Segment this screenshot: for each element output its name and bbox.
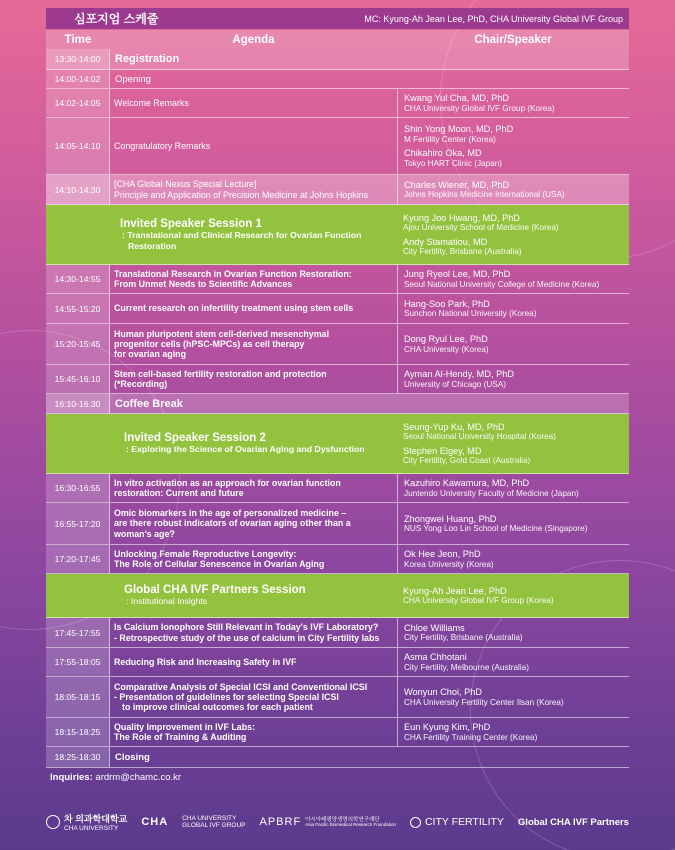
- agenda-text: Congratulatory Remarks: [114, 140, 211, 151]
- session-banner: [46, 205, 629, 265]
- agenda-text: to improve clinical outcomes for each patient: [122, 702, 313, 713]
- speaker-affiliation: CHA University Global IVF Group (Korea): [404, 103, 555, 113]
- speaker-name: Asma Chhotani: [404, 652, 467, 662]
- speaker-name: Dong Ryul Lee, PhD: [404, 334, 488, 344]
- table-row: [46, 70, 629, 89]
- row-label: Coffee Break: [115, 397, 183, 410]
- cha-logo: CHA: [141, 816, 169, 829]
- row-time: 14:30-14:55: [46, 265, 110, 293]
- header-agenda: Agenda: [232, 33, 275, 46]
- table-row: [46, 618, 629, 648]
- speaker-affiliation: City Fertility, Gold Coast (Australia): [403, 456, 531, 466]
- speaker-name: Eun Kyung Kim, PhD: [404, 722, 491, 732]
- row-time: 14:10-14:30: [46, 175, 110, 204]
- inquiries: [46, 768, 629, 783]
- agenda-text: Unlocking Female Reproductive Longevity:: [114, 548, 297, 559]
- speaker-name: Seung-Yup Ku, MD, PhD: [403, 421, 505, 432]
- speaker-name: Wonyun Choi, PhD: [404, 687, 482, 697]
- agenda-text: Reducing Risk and Increasing Safety in IVF: [114, 656, 297, 667]
- speaker-name: Kyung-Ah Jean Lee, PhD: [403, 585, 507, 596]
- table-row: [46, 49, 629, 70]
- speaker-name: Kazuhiro Kawamura, MD, PhD: [404, 478, 530, 488]
- cha-global-ivf-logo: CHA UNIVERSITY GLOBAL IVF GROUP: [182, 814, 246, 830]
- speaker-name: Kyung Joo Hwang, MD, PhD: [403, 212, 520, 223]
- session-subtitle: : Translational and Clinical Research for Ovarian Function: [122, 230, 362, 241]
- speaker-name: Chikahiro Oka, MD: [404, 148, 482, 158]
- speaker-name: Charles Wiener, MD, PhD: [404, 179, 510, 190]
- row-time: 17:55-18:05: [46, 648, 110, 676]
- row-time: 17:45-17:55: [46, 618, 110, 647]
- row-time: 14:05-14:10: [46, 118, 110, 174]
- session-subtitle: : Exploring the Science of Ovarian Aging and Dysfunction: [126, 444, 365, 455]
- row-label: Opening: [115, 73, 151, 85]
- agenda-text: restoration: Current and future: [114, 488, 244, 498]
- speaker-affiliation: CHA University (Korea): [404, 344, 489, 354]
- speaker-name: Ok Hee Jeon, PhD: [404, 549, 481, 559]
- emblem-icon: [46, 815, 60, 829]
- agenda-text: From Unmet Needs to Scientific Advances: [114, 279, 293, 289]
- agenda-text: Stem cell-based fertility restoration and protection: [114, 368, 327, 379]
- inquiries-email[interactable]: ardrm@chamc.co.kr: [95, 772, 182, 783]
- row-time: 13:30-14:00: [46, 49, 110, 69]
- agenda-text: [CHA Global Nexus Special Lecture]: [114, 179, 257, 190]
- speaker-affiliation: Sunchon National University (Korea): [404, 309, 537, 319]
- speaker-name: Hang-Soo Park, PhD: [404, 298, 490, 309]
- speaker-affiliation: Johns Hopkins Medicine International (USA): [404, 190, 565, 200]
- speaker-affiliation: Juntendo University Faculty of Medicine (Japan): [404, 488, 579, 498]
- row-time: 14:00-14:02: [46, 70, 110, 88]
- row-time: 14:02-14:05: [46, 89, 110, 117]
- row-time: 15:45-16:10: [46, 365, 110, 393]
- table-row: [46, 503, 629, 545]
- agenda-text: Translational Research in Ovarian Function Restoration:: [114, 268, 352, 279]
- table-row: [46, 747, 629, 768]
- footer-logos: [46, 812, 629, 832]
- city-fertility-logo: CITY FERTILITY: [410, 816, 504, 828]
- speaker-affiliation: NUS Yong Loo Lin School of Medicine (Singapore): [404, 524, 588, 534]
- speaker-name: Chloe Williams: [404, 622, 465, 633]
- speaker-name: Andy Stamatiou, MD: [403, 236, 488, 247]
- row-time: 16:30-16:55: [46, 474, 110, 502]
- agenda-text: Is Calcium Ionophore Still Relevant in Today's IVF Laboratory?: [114, 622, 379, 633]
- table-row: [46, 474, 629, 503]
- row-time: 18:05-18:15: [46, 677, 110, 717]
- agenda-text: - Retrospective study of the use of calcium in City Fertility labs: [114, 632, 380, 643]
- schedule: [46, 8, 629, 783]
- table-row: [46, 175, 629, 205]
- speaker-affiliation: City Fertility, Melbourne (Australia): [404, 662, 529, 672]
- title-bar: [46, 8, 629, 29]
- table-row: [46, 118, 629, 175]
- session-title: Invited Speaker Session 1: [120, 218, 262, 231]
- apbrf-logo: APBRF 아시아태평양생명의학연구재단 Asia Pacific Biomedical Research Foundation: [259, 816, 396, 829]
- speaker-name: Stephen Elgey, MD: [403, 445, 482, 456]
- speaker-name: Shin Yong Moon, MD, PhD: [404, 124, 514, 134]
- row-time: 15:20-15:45: [46, 324, 110, 364]
- row-time: 16:55-17:20: [46, 503, 110, 544]
- speaker-affiliation: CHA University Fertility Center Ilsan (Korea): [404, 697, 564, 707]
- table-row: [46, 648, 629, 677]
- speaker-affiliation: Seoul National University Hospital (Korea): [403, 432, 556, 442]
- row-time: 17:20-17:45: [46, 545, 110, 573]
- cha-university-logo: 차 의과학대학교 CHA UNIVERSITY: [46, 812, 127, 832]
- speaker-affiliation: City Fertility, Brisbane (Australia): [403, 247, 522, 257]
- session-banner: [46, 414, 629, 474]
- table-row: [46, 89, 629, 118]
- table-row: [46, 394, 629, 414]
- table-row: [46, 265, 629, 294]
- agenda-text: (*Recording): [114, 379, 168, 389]
- session-subtitle: : Institutional Insights: [126, 596, 208, 607]
- agenda-text: progenitor cells (hPSC-MPCs) as cell therapy: [114, 338, 305, 349]
- agenda-text: Human pluripotent stem cell-derived mesenchymal: [114, 328, 330, 339]
- speaker-name: Jung Ryeol Lee, MD, PhD: [404, 269, 511, 279]
- speaker-name: Zhongwei Huang, PhD: [404, 513, 497, 524]
- speaker-affiliation: University of Chicago (USA): [404, 379, 506, 389]
- table-row: [46, 324, 629, 365]
- agenda-text: for ovarian aging: [114, 349, 186, 360]
- city-fertility-icon: [410, 817, 421, 828]
- session-title: Invited Speaker Session 2: [124, 432, 266, 445]
- row-time: 14:55-15:20: [46, 294, 110, 323]
- speaker-name: Kwang Yul Cha, MD, PhD: [404, 93, 510, 103]
- session-title: Global CHA IVF Partners Session: [124, 584, 306, 597]
- global-cha-ivf-partners-logo: Global CHA IVF Partners: [517, 816, 629, 828]
- page-title: 심포지엄 스케줄: [74, 12, 159, 26]
- session-subtitle: Restoration: [128, 240, 177, 251]
- inquiries-label: Inquiries:: [50, 772, 93, 783]
- row-time: 18:15-18:25: [46, 718, 110, 746]
- speaker-affiliation: Korea University (Korea): [404, 559, 494, 569]
- row-time: 18:25-18:30: [46, 747, 110, 767]
- agenda-text: Principle and Application of Precision Medicine at Johns Hopkins: [114, 189, 369, 200]
- speaker-affiliation: CHA University Global IVF Group (Korea): [403, 596, 554, 606]
- row-label: Closing: [115, 751, 150, 763]
- agenda-text: Quality Improvement in IVF Labs:: [114, 721, 256, 732]
- agenda-text: woman's age?: [114, 528, 175, 539]
- agenda-text: In vitro activation as an approach for ovarian function: [114, 477, 341, 488]
- agenda-text: Current research on infertility treatment using stem cells: [114, 303, 354, 314]
- speaker-affiliation: Seoul National University College of Medicine (Korea): [404, 279, 600, 289]
- table-row: [46, 365, 629, 394]
- session-banner: [46, 574, 629, 618]
- speaker-affiliation: Tokyo HART Clinic (Japan): [404, 158, 502, 168]
- row-time: 16:10-16:30: [46, 394, 110, 413]
- table-header: [46, 30, 629, 49]
- agenda-text: Welcome Remarks: [114, 97, 189, 108]
- speaker-affiliation: City Fertility, Brisbane (Australia): [404, 633, 523, 643]
- table-row: [46, 677, 629, 718]
- agenda-text: The Role of Cellular Senescence in Ovarian Aging: [114, 559, 325, 569]
- agenda-text: are there robust indicators of ovarian aging other than a: [114, 518, 351, 529]
- agenda-text: Comparative Analysis of Special ICSI and Conventional ICSI: [114, 681, 368, 692]
- header-time: Time: [64, 33, 92, 46]
- speaker-affiliation: Ajou University School of Medicine (Korea): [403, 223, 559, 233]
- speaker-affiliation: CHA Fertility Training Center (Korea): [404, 732, 538, 742]
- header-chair: Chair/Speaker: [474, 33, 552, 46]
- table-row: [46, 294, 629, 324]
- agenda-text: The Role of Training & Auditing: [114, 732, 247, 742]
- table-row: [46, 718, 629, 747]
- agenda-text: - Presentation of guidelines for selecting Special ICSI: [114, 691, 339, 702]
- mc-label: MC: Kyung-Ah Jean Lee, PhD, CHA University Global IVF Group: [364, 13, 623, 24]
- speaker-name: Ayman Al-Hendy, MD, PhD: [404, 369, 514, 379]
- agenda-text: Omic biomarkers in the age of personalized medicine –: [114, 508, 347, 519]
- speaker-affiliation: M Fertility Center (Korea): [404, 134, 496, 144]
- row-label: Registration: [115, 53, 180, 65]
- table-row: [46, 545, 629, 574]
